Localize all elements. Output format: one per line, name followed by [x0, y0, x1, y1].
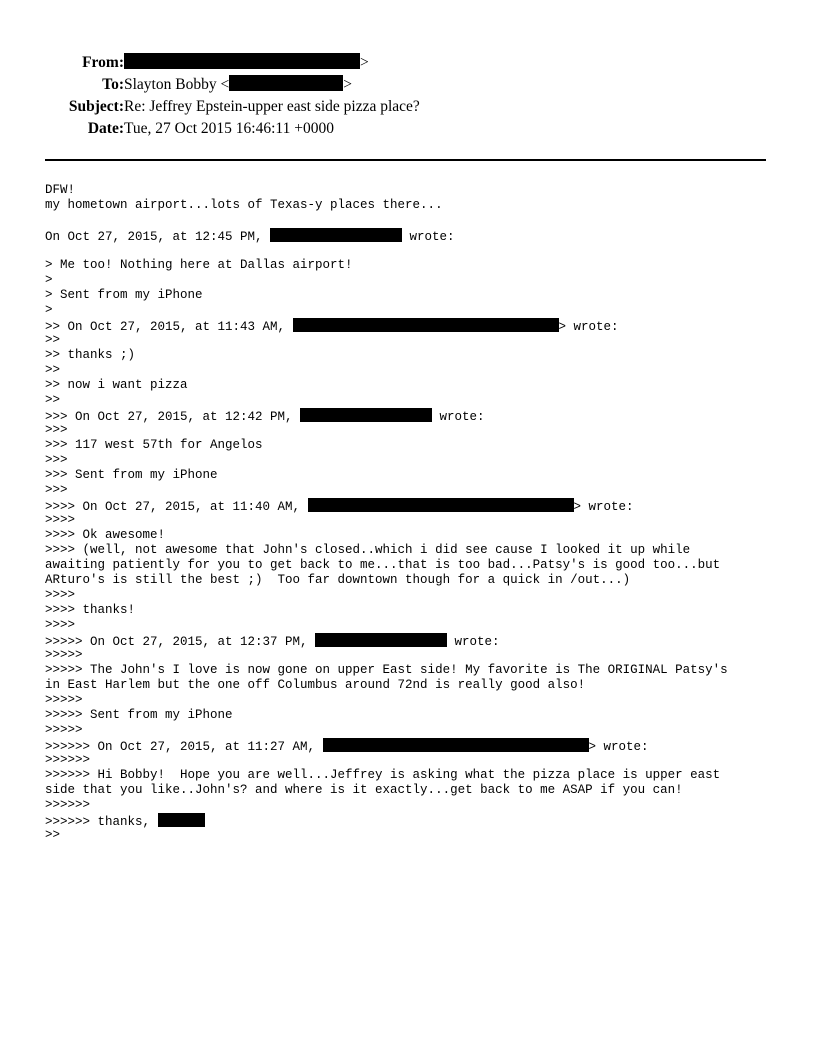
- body-line: [45, 243, 785, 258]
- body-line: [45, 738, 785, 753]
- body-line-text: wrote:: [402, 230, 455, 244]
- body-line: > Me too! Nothing here at Dallas airport!: [45, 258, 353, 272]
- body-line: [45, 213, 785, 228]
- body-line: >>>> Ok awesome!: [45, 528, 166, 542]
- body-line: >> now i want pizza: [45, 378, 188, 392]
- body-line: >>>>>>: [45, 798, 91, 812]
- body-line-text: > wrote:: [573, 500, 634, 514]
- redaction-bar: [315, 633, 447, 647]
- to-label: To:: [102, 76, 124, 93]
- body-line-text: >>>> On Oct 27, 2015, at 11:40 AM,: [45, 500, 308, 514]
- body-line: >>: [45, 828, 61, 842]
- body-line: >>>: [45, 483, 68, 497]
- from-row: [0, 52, 816, 74]
- subject-row: [0, 96, 816, 118]
- from-suffix: >: [360, 54, 369, 71]
- to-row: [0, 74, 816, 96]
- body-line-text: >>>>>> On Oct 27, 2015, at 11:27 AM,: [45, 740, 323, 754]
- body-line: >>>>: [45, 513, 76, 527]
- date-label: Date:: [87, 120, 124, 137]
- from-label: From:: [82, 54, 124, 71]
- redaction-bar: [124, 53, 360, 69]
- body-line: >>>>>: [45, 723, 83, 737]
- redaction-bar: [229, 75, 343, 91]
- body-line: in East Harlem but the one off Columbus around 72nd is really good also!: [45, 678, 586, 692]
- to-value: [124, 74, 352, 96]
- body-line-text: > wrote:: [588, 740, 649, 754]
- body-line: >>: [45, 393, 61, 407]
- body-line-text: >>> On Oct 27, 2015, at 12:42 PM,: [45, 410, 301, 424]
- body-line: >>>> (well, not awesome that John's closed..which i did see cause I looked it up while: [45, 543, 691, 557]
- body-line: >> thanks ;): [45, 348, 136, 362]
- body-line-text: wrote:: [432, 410, 485, 424]
- body-line: [45, 633, 785, 648]
- body-line-text: On Oct 27, 2015, at 12:45 PM,: [45, 230, 271, 244]
- body-line: > Sent from my iPhone: [45, 288, 203, 302]
- to-name: Slayton Bobby <: [124, 76, 230, 93]
- email-body: [45, 183, 785, 843]
- header-divider: [45, 159, 766, 161]
- body-line-text: >>>>>> thanks,: [45, 815, 158, 829]
- body-line: ARturo's is still the best ;) Too far downtown though for a quick in /out...): [45, 573, 631, 587]
- body-line-text: >>>>> On Oct 27, 2015, at 12:37 PM,: [45, 635, 316, 649]
- body-line: my hometown airport...lots of Texas-y places there...: [45, 198, 443, 212]
- body-line: >>>>> Sent from my iPhone: [45, 708, 233, 722]
- redaction-bar: [293, 318, 559, 332]
- body-line: [45, 813, 785, 828]
- body-line: >>>>>: [45, 648, 83, 662]
- body-line-text: >> On Oct 27, 2015, at 11:43 AM,: [45, 320, 293, 334]
- body-line: >: [45, 303, 53, 317]
- redaction-bar: [158, 813, 205, 827]
- to-suffix: >: [343, 76, 352, 93]
- body-line: >>> Sent from my iPhone: [45, 468, 218, 482]
- body-line: >>>>> The John's I love is now gone on upper East side! My favorite is The ORIGINAL Patsy's: [45, 663, 728, 677]
- subject-label: Subject:: [68, 98, 124, 115]
- body-line: >>> 117 west 57th for Angelos: [45, 438, 263, 452]
- body-line: [45, 228, 785, 243]
- body-line: >>>: [45, 423, 68, 437]
- redaction-bar: [270, 228, 402, 242]
- body-line-text: > wrote:: [558, 320, 619, 334]
- body-line: awaiting patiently for you to get back to me...that is too bad...Patsy's is good too...but: [45, 558, 721, 572]
- date-value: Tue, 27 Oct 2015 16:46:11 +0000: [124, 120, 334, 137]
- body-line: >>: [45, 363, 61, 377]
- body-line: >: [45, 273, 53, 287]
- redaction-bar: [308, 498, 574, 512]
- subject-value: Re: Jeffrey Epstein-upper east side pizza place?: [124, 98, 420, 115]
- body-line: >>>>>> Hi Bobby! Hope you are well...Jeffrey is asking what the pizza place is upper east: [45, 768, 721, 782]
- body-line-text: wrote:: [447, 635, 500, 649]
- body-line: >>: [45, 333, 61, 347]
- body-line: side that you like..John's? and where is it exactly...get back to me ASAP if you can!: [45, 783, 683, 797]
- body-line: >>>>: [45, 588, 76, 602]
- body-line: >>>: [45, 453, 68, 467]
- body-line: [45, 498, 785, 513]
- body-line: [45, 408, 785, 423]
- body-line: DFW!: [45, 183, 76, 197]
- redaction-bar: [323, 738, 589, 752]
- body-line: >>>>: [45, 618, 76, 632]
- body-line: [45, 318, 785, 333]
- body-line: >>>>>>: [45, 753, 91, 767]
- email-header: [0, 52, 816, 140]
- body-line: >>>>>: [45, 693, 83, 707]
- from-value: [124, 52, 369, 74]
- date-row: [0, 118, 816, 140]
- body-line: >>>> thanks!: [45, 603, 136, 617]
- redaction-bar: [300, 408, 432, 422]
